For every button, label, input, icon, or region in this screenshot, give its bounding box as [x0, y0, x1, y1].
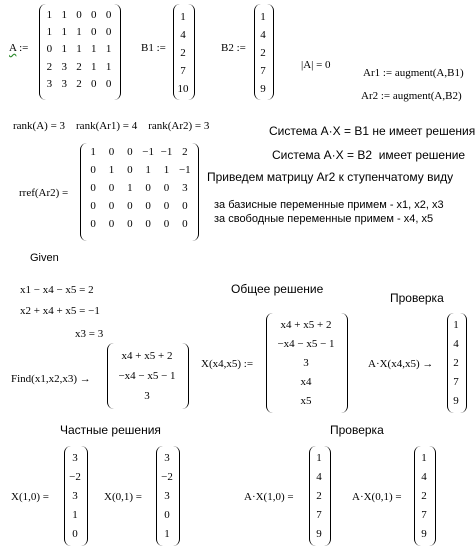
- particular-title: Частные решения: [60, 423, 161, 437]
- matrix-a-cell: 1: [46, 26, 53, 39]
- rref-cell: 0: [90, 200, 96, 212]
- matrix-a-cell: 1: [46, 9, 53, 21]
- matrix-a-cell: 0: [105, 26, 112, 39]
- find-label: Find(x1,x2,x3) →: [11, 373, 91, 385]
- matrix-a-cell: 3: [46, 77, 53, 90]
- b1-entry: 7: [180, 65, 186, 77]
- x10-entry: 1: [72, 508, 78, 521]
- ax01-entry: 9: [421, 527, 427, 540]
- ranks-line: rank(A) = 3 rank(Ar1) = 4 rank(Ar2) = 3: [13, 120, 210, 132]
- rref-cell: 0: [127, 218, 133, 230]
- check-1-entry: 2: [453, 356, 459, 369]
- rref-cell: 1: [108, 164, 115, 176]
- rref-cell: 2: [182, 146, 188, 158]
- ax01-label: A·X(0,1) =: [352, 491, 402, 503]
- ax01-vector-cells: [414, 449, 434, 543]
- b2-entry: 2: [260, 47, 266, 59]
- matrix-a-cell: 3: [61, 60, 67, 73]
- rref-cell: −1: [142, 146, 155, 158]
- rref-cell: 3: [182, 182, 188, 194]
- rref-cell: 0: [108, 200, 115, 212]
- matrix-a-cell: 1: [61, 43, 67, 56]
- given-keyword: Given: [30, 252, 59, 264]
- rref-cell: 0: [108, 182, 115, 194]
- find-result-entry: x4 + x5 + 2: [121, 350, 173, 362]
- rref-cell: 1: [145, 164, 151, 176]
- x01-entry: 3: [164, 452, 170, 465]
- general-solution-title: Общее решение: [231, 282, 324, 296]
- matrix-a-cell: 1: [61, 9, 67, 21]
- b1-entry: 4: [180, 29, 186, 41]
- x01-entry: −2: [161, 471, 173, 484]
- rref-cell: 0: [90, 182, 96, 194]
- ax10-entry: 9: [316, 527, 322, 540]
- matrix-a-cell: 1: [105, 60, 112, 73]
- b1-entry: 10: [177, 83, 189, 95]
- general-solution-entry: x4 + x5 + 2: [280, 319, 332, 332]
- matrix-a-cell: 0: [76, 9, 82, 21]
- ax10-entry: 4: [316, 471, 322, 484]
- matrix-a-cell: 1: [91, 60, 97, 73]
- check-title-2: Проверка: [330, 423, 384, 437]
- matrix-a-label: A :=: [9, 42, 29, 54]
- b1-entry: 1: [180, 11, 186, 23]
- general-solution-cells: [266, 316, 346, 410]
- det-a: |A| = 0: [301, 59, 331, 71]
- rref-cell: 0: [108, 146, 115, 158]
- equation-3: x3 = 3: [75, 328, 104, 340]
- equation-1: x1 − x4 − x5 = 2: [20, 284, 94, 296]
- note-free-vars: за свободные переменные примем - x4, x5: [214, 213, 434, 225]
- rref-cell: 1: [127, 182, 133, 194]
- x01-entry: 3: [164, 489, 170, 502]
- ar2-definition: Ar2 := augment(A,B2): [361, 90, 462, 102]
- rref-cell: −1: [160, 146, 173, 158]
- rref-matrix-cells: [84, 147, 194, 237]
- general-solution-entry: x5: [300, 394, 312, 407]
- x10-entry: 3: [72, 452, 78, 465]
- matrix-a-cell: 0: [91, 9, 97, 21]
- check-1-entry: 9: [453, 394, 459, 407]
- b2-label: B2 :=: [221, 42, 246, 54]
- matrix-a-cell: 1: [105, 43, 112, 56]
- b2-entry: 7: [260, 65, 266, 77]
- check-1-entry: 1: [453, 319, 459, 332]
- matrix-a-cell: 2: [76, 77, 82, 90]
- note-has-solution: Система A·X = B2 имеет решение: [272, 148, 466, 162]
- x10-vector-cells: [64, 449, 86, 543]
- x10-label: X(1,0) =: [11, 491, 49, 503]
- ax10-entry: 1: [316, 452, 322, 465]
- rref-label: rref(Ar2) =: [19, 187, 69, 199]
- matrix-a-cell: 1: [61, 26, 67, 39]
- find-result-entry: −x4 − x5 − 1: [118, 370, 176, 382]
- general-solution-entry: 3: [303, 356, 309, 369]
- find-result-entry: 3: [144, 390, 150, 402]
- note-basic-vars: за базисные переменные примем - x1, x2, x3: [214, 199, 444, 211]
- matrix-a-cells: [42, 10, 116, 96]
- x01-label: X(0,1) =: [104, 491, 142, 503]
- rref-cell: 0: [127, 200, 133, 212]
- x10-entry: 3: [72, 489, 78, 502]
- matrix-a-cell: 2: [76, 60, 82, 73]
- matrix-a-cell: 2: [46, 60, 53, 73]
- check-title-1: Проверка: [390, 291, 444, 305]
- matrix-a-cell: 0: [105, 77, 112, 90]
- ax01-entry: 2: [421, 489, 427, 502]
- rref-cell: −1: [178, 164, 191, 176]
- rref-cell: 0: [145, 200, 151, 212]
- general-solution-label: X(x4,x5) :=: [201, 358, 254, 370]
- note-reduce: Приведем матрицу Ar2 к ступенчатому виду: [207, 170, 454, 184]
- b2-entry: 4: [260, 29, 266, 41]
- matrix-a-cell: 3: [61, 77, 67, 90]
- rref-cell: 0: [163, 218, 170, 230]
- matrix-a-cell: 0: [105, 9, 112, 21]
- matrix-a-cell: 1: [91, 43, 97, 56]
- x01-entry: 0: [164, 508, 170, 521]
- ax10-label: A·X(1,0) =: [244, 491, 294, 503]
- ax01-entry: 7: [421, 508, 427, 521]
- find-result-cells: [107, 346, 187, 406]
- equation-2: x2 + x4 + x5 = −1: [20, 305, 100, 317]
- ax10-entry: 2: [316, 489, 322, 502]
- b1-entry: 2: [180, 47, 186, 59]
- x10-entry: −2: [69, 471, 81, 484]
- vector-b2-cells: [254, 8, 272, 98]
- vector-b1-cells: [173, 8, 193, 98]
- matrix-a-cell: 0: [46, 43, 53, 56]
- ax01-entry: 4: [421, 471, 427, 484]
- x10-entry: 0: [72, 527, 78, 540]
- b2-entry: 9: [260, 83, 266, 95]
- rref-cell: 1: [90, 146, 96, 158]
- rref-cell: 0: [182, 218, 188, 230]
- rref-cell: 0: [90, 218, 96, 230]
- x01-entry: 1: [164, 527, 170, 540]
- rref-cell: 0: [182, 200, 188, 212]
- general-solution-entry: x4: [300, 375, 312, 388]
- matrix-a-cell: 0: [91, 26, 97, 39]
- ax10-vector-cells: [309, 449, 329, 543]
- rref-cell: 0: [145, 182, 151, 194]
- matrix-a-cell: 1: [76, 43, 82, 56]
- check-vector-1-cells: [447, 316, 465, 410]
- matrix-a-cell: 0: [91, 77, 97, 90]
- rref-cell: 0: [127, 146, 133, 158]
- ar1-definition: Ar1 := augment(A,B1): [363, 67, 464, 79]
- check-1-entry: 4: [453, 338, 459, 351]
- rref-cell: 0: [90, 164, 96, 176]
- matrix-a-cell: 1: [76, 26, 82, 39]
- general-solution-entry: −x4 − x5 − 1: [277, 338, 335, 351]
- rref-cell: 0: [163, 182, 170, 194]
- ax01-entry: 1: [421, 452, 427, 465]
- b1-label: B1 :=: [141, 42, 166, 54]
- rref-cell: 0: [145, 218, 151, 230]
- rref-cell: 0: [127, 164, 133, 176]
- x01-vector-cells: [156, 449, 178, 543]
- ax10-entry: 7: [316, 508, 322, 521]
- b2-entry: 1: [260, 11, 266, 23]
- check-label-1: A·X(x4,x5) →: [368, 358, 434, 370]
- rref-cell: 0: [108, 218, 115, 230]
- note-no-solution: Система A·X = B1 не имеет решения: [269, 124, 475, 138]
- check-1-entry: 7: [453, 375, 459, 388]
- rref-cell: 0: [163, 200, 170, 212]
- rref-cell: 1: [163, 164, 170, 176]
